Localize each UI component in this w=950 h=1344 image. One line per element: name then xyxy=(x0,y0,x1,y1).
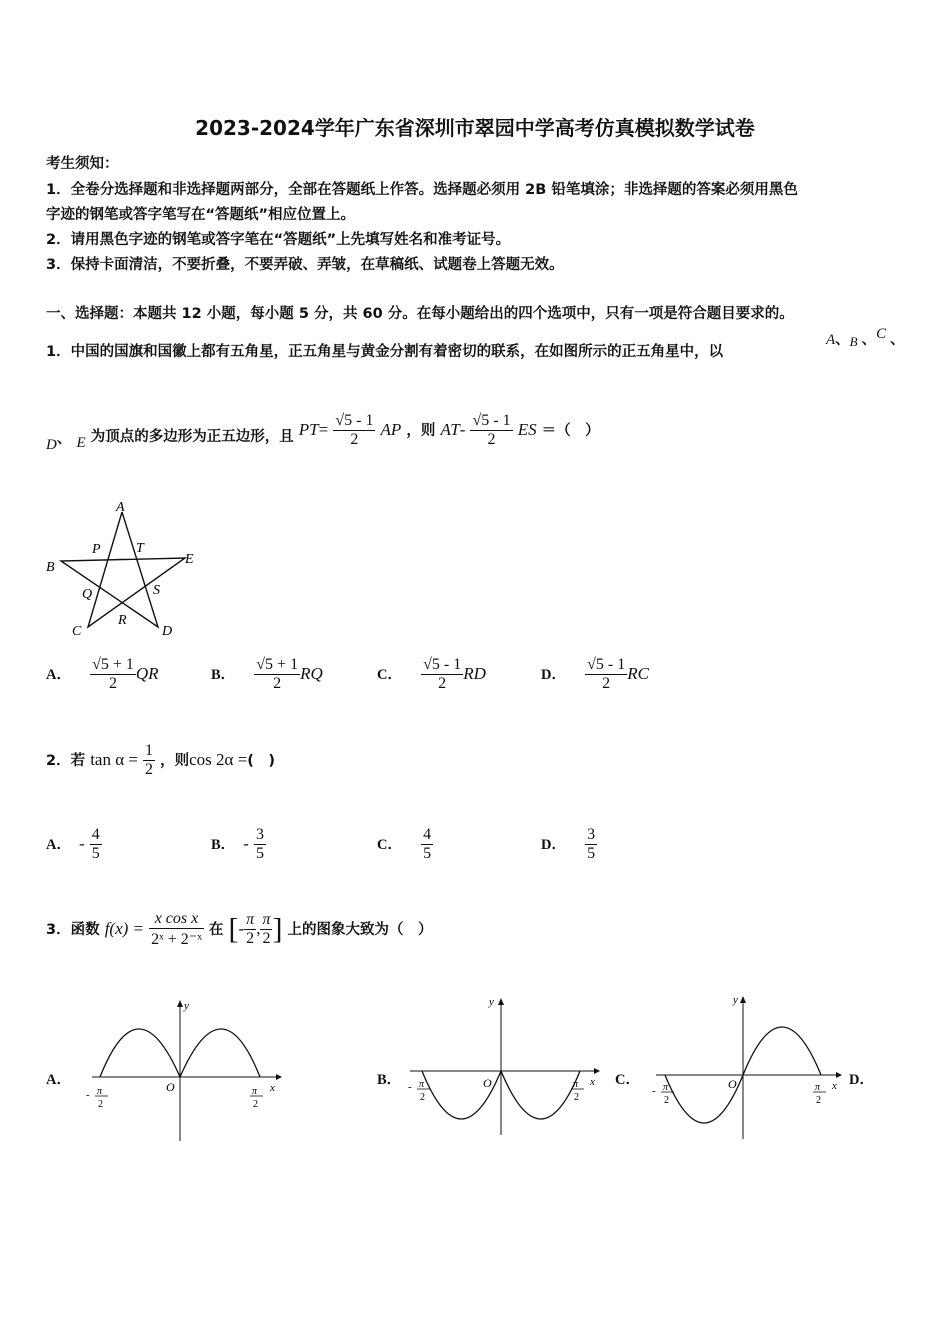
q3-option-a-label[interactable]: A． xyxy=(46,1072,71,1088)
svg-text:y: y xyxy=(733,994,738,1006)
q1-option-a[interactable]: A． $\frac{√5 + 1}{2}$ QR xyxy=(46,656,159,692)
star-label-a: A xyxy=(116,500,125,515)
q2-option-c[interactable]: C． $\frac{4}{5}$ xyxy=(377,826,432,862)
q3-graph-c[interactable] xyxy=(650,993,850,1143)
q3-stem: 3．函数 f(x) = $\frac{\text{x cos x}}{\text{2ˣ + 2⁻ˣ}}$ 在 [- $\frac{\pi}{2}$ , $\frac{\pi}{2}$ ] 上的图象大致为（ ） xyxy=(46,910,433,948)
svg-text:x: x xyxy=(832,1080,837,1092)
star-label-s: S xyxy=(153,583,160,598)
svg-text:x: x xyxy=(590,1076,595,1088)
q1-stem-line2: D、 E 为顶点的多边形为正五边形，且 PT= $\frac{√5 - 1}{2}$ AP ，则 AT- $\frac{√5 - 1}{2}$ ES ＝（ ） xyxy=(46,412,600,453)
svg-text:π: π xyxy=(815,1082,821,1093)
star-label-q: Q xyxy=(82,587,93,602)
q3-graph-b[interactable] xyxy=(404,995,604,1140)
svg-text:O: O xyxy=(166,1080,175,1094)
notice-line-1b: 字迹的钢笔或答字笔写在“答题纸”相应位置上。 xyxy=(46,207,356,223)
q1-vertex-list: A、B 、C 、 xyxy=(826,326,905,349)
svg-text:-: - xyxy=(408,1081,412,1093)
q1-golden-fraction: $\frac{√5 - 1}{2}$ xyxy=(335,412,374,448)
svg-text:O: O xyxy=(483,1076,492,1090)
q2-option-a[interactable]: A． - $\frac{4}{5}$ xyxy=(46,826,100,862)
q3-option-b-label[interactable]: B． xyxy=(377,1072,402,1088)
star-label-d: D xyxy=(162,624,173,639)
svg-text:-: - xyxy=(86,1089,90,1101)
q1-option-c[interactable]: C． $\frac{√5 - 1}{2}$ RD xyxy=(377,656,486,692)
svg-text:y: y xyxy=(184,1000,189,1012)
notice-line-1a: 1．全卷分选择题和非选择题两部分，全部在答题纸上作答。选择题必须用 2B 铅笔填涂；非选择题的答案必须用黑色 xyxy=(46,182,798,198)
q1-stem: 1．中国的国旗和国徽上都有五角星，正五角星与黄金分割有着密切的联系，在如图所示的正五角星中，以 xyxy=(46,344,724,360)
svg-text:π: π xyxy=(663,1082,669,1093)
q1-option-b[interactable]: B． $\frac{√5 + 1}{2}$ RQ xyxy=(211,656,323,692)
star-label-c: C xyxy=(72,624,82,639)
svg-text:y: y xyxy=(489,996,494,1008)
q3-option-c-label[interactable]: C． xyxy=(615,1072,640,1088)
q2-stem: 2．若 tan α = $\frac{1}{2}$ ，则cos 2α =( ) xyxy=(46,742,276,778)
q2-option-d[interactable]: D． $\frac{3}{5}$ xyxy=(541,826,596,862)
section-heading: 一、选择题：本题共 12 小题，每小题 5 分，共 60 分。在每小题给出的四个选项中，只有一项是符合题目要求的。 xyxy=(46,306,794,322)
notice-line-2: 2．请用黑色字迹的钢笔或答字笔在“答题纸”上先填写姓名和准考证号。 xyxy=(46,232,511,248)
star-label-e: E xyxy=(185,552,194,567)
svg-text:π: π xyxy=(419,1079,425,1090)
star-label-r: R xyxy=(118,613,127,628)
star-label-p: P xyxy=(92,542,101,557)
svg-text:-: - xyxy=(652,1085,656,1097)
notice-line-3: 3．保持卡面清洁，不要折叠，不要弄破、弄皱，在草稿纸、试题卷上答题无效。 xyxy=(46,257,564,273)
svg-text:2: 2 xyxy=(253,1099,258,1110)
svg-text:O: O xyxy=(728,1077,737,1091)
svg-text:2: 2 xyxy=(664,1095,669,1106)
svg-text:2: 2 xyxy=(574,1092,579,1103)
svg-text:π: π xyxy=(97,1086,103,1097)
pentagram-figure xyxy=(40,495,210,645)
q2-option-b[interactable]: B． - $\frac{3}{5}$ xyxy=(211,826,264,862)
q3-graph-a[interactable] xyxy=(80,995,290,1145)
svg-text:2: 2 xyxy=(98,1099,103,1110)
star-label-t: T xyxy=(136,541,144,556)
svg-text:2: 2 xyxy=(420,1092,425,1103)
q1-golden-fraction-2: $\frac{√5 - 1}{2}$ xyxy=(472,412,511,448)
q3-option-d-label[interactable]: D． xyxy=(849,1072,874,1088)
svg-text:2: 2 xyxy=(816,1095,821,1106)
svg-text:π: π xyxy=(573,1079,579,1090)
notice-heading: 考生须知： xyxy=(46,156,119,172)
svg-text:x: x xyxy=(270,1082,275,1094)
svg-text:π: π xyxy=(252,1086,258,1097)
page-title: 2023-2024学年广东省深圳市翠园中学高考仿真模拟数学试卷 xyxy=(195,116,755,140)
star-label-b: B xyxy=(46,560,55,575)
q1-option-d[interactable]: D． $\frac{√5 - 1}{2}$ RC xyxy=(541,656,649,692)
pentagram-lines xyxy=(61,512,185,627)
